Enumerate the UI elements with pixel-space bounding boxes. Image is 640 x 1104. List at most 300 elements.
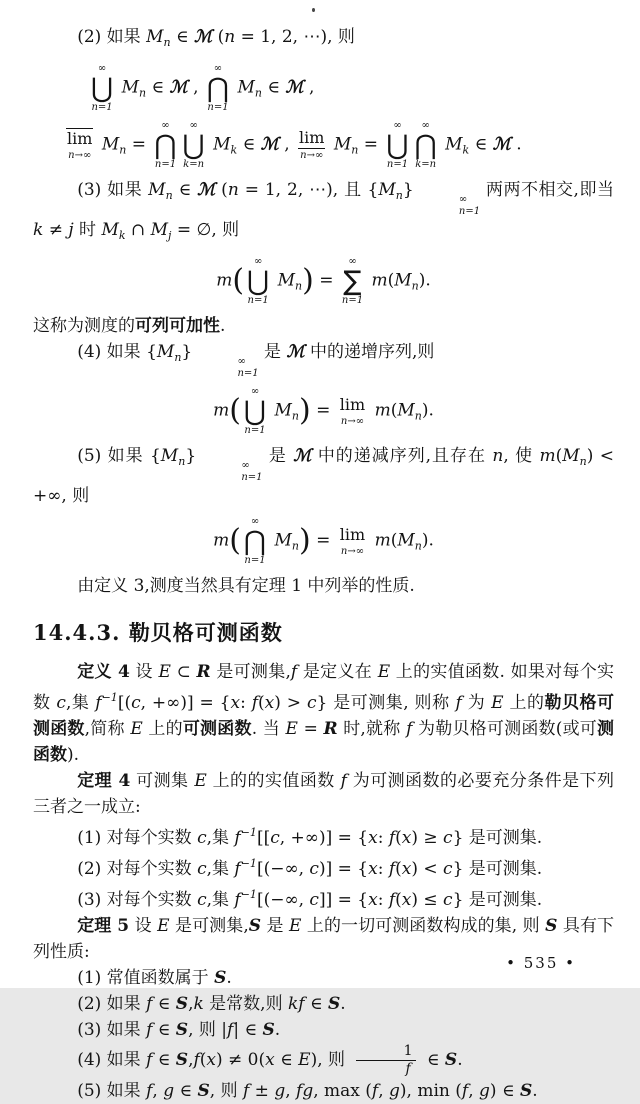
text-run: ℳ <box>286 342 305 362</box>
text-run: f <box>340 771 347 791</box>
text-run: [(−∞, <box>256 859 310 879</box>
text-run: M <box>562 446 580 466</box>
text-run: E <box>194 771 207 791</box>
text-run: 定理 4 <box>77 771 131 791</box>
operator-upper-limit: ∞ <box>189 120 198 131</box>
text-run: ) ≤ <box>411 890 444 910</box>
text-run: , <box>303 77 315 98</box>
text-run: = 1, 2, ⋯), 且 { <box>238 180 379 200</box>
text-run: m <box>216 270 233 291</box>
text-run: , <box>152 1080 164 1101</box>
text-run: . <box>510 134 522 155</box>
text-run: ) < +∞, 则 <box>33 446 614 506</box>
big-operator <box>415 120 437 170</box>
text-run: = 1, 2, ⋯), 则 <box>235 27 355 47</box>
text-run: 是 <box>262 446 294 466</box>
text-run: ) > <box>274 693 307 713</box>
text-run: 两两不相交,即当 <box>480 180 614 200</box>
text-run: k <box>230 143 238 157</box>
operator-lower-limit: n=1 <box>341 294 364 306</box>
lim-base: lim <box>299 128 325 148</box>
operator-symbol: ⋂ <box>154 129 177 161</box>
text-run: : <box>377 890 389 910</box>
paragraph <box>33 659 614 768</box>
text-run: j <box>168 229 172 242</box>
text-run: ) ∈ <box>489 1080 520 1101</box>
text-run: ), min ( <box>399 1080 462 1101</box>
text-run: c <box>306 693 317 713</box>
text-run: c <box>309 859 319 879</box>
text-run: S <box>175 1020 189 1040</box>
text-run: : <box>240 693 252 713</box>
text-run: m <box>213 530 230 551</box>
text-run: f <box>146 1080 153 1101</box>
paragraph <box>33 24 614 56</box>
text-run: , max ( <box>313 1080 372 1101</box>
text-run: , <box>187 77 204 98</box>
paragraph <box>33 768 614 820</box>
text-run: 定理 5 <box>77 916 130 936</box>
text-run: (4) 如果 <box>77 1049 147 1070</box>
operator-symbol: ⋂ <box>206 72 230 104</box>
text-run: ∈ <box>304 994 328 1014</box>
text-run: m <box>374 400 391 421</box>
text-run: f <box>406 719 413 739</box>
operator-lower-limit: n=1 <box>247 294 269 306</box>
text-run: = <box>358 134 384 155</box>
text-run: 是可测集, <box>210 662 291 682</box>
text-run: ≠ <box>43 220 69 240</box>
text-run: ( <box>395 828 402 848</box>
text-run: x <box>265 1049 275 1070</box>
text-run: c <box>197 890 207 910</box>
text-run: , <box>285 1080 297 1101</box>
paragraph <box>33 1043 614 1078</box>
text-run: f <box>95 693 102 713</box>
text-run: , <box>188 1049 194 1070</box>
text-run: ( <box>212 27 225 47</box>
text-run: E <box>298 1049 311 1070</box>
text-run: n <box>119 143 127 157</box>
lim-base: lim <box>339 524 366 544</box>
text-run: g <box>479 1080 490 1101</box>
text-run: f <box>371 1080 379 1101</box>
operator-symbol: ⋃ <box>91 72 114 104</box>
text-run: ) < <box>411 859 444 879</box>
text-run: . <box>457 1049 463 1070</box>
lim-base: lim <box>67 129 93 149</box>
limit-subscript: n→∞ <box>340 415 365 427</box>
text-run: E <box>491 693 504 713</box>
stack-subscript: n=1 <box>237 367 259 379</box>
limit-operator <box>298 128 325 162</box>
text-run: E <box>377 662 391 682</box>
display-formula <box>33 256 614 306</box>
text-run: g <box>274 1080 286 1101</box>
text-run: } <box>185 446 197 466</box>
text-run: ℳ <box>260 134 279 155</box>
text-run: f <box>455 693 462 713</box>
text-run: ( <box>215 180 228 200</box>
text-run: 时 <box>73 220 102 240</box>
text-run: 14.4.3. 勒贝格可测函数 <box>33 620 283 645</box>
text-run: −1 <box>240 857 257 870</box>
text-run: ,集 <box>206 828 235 848</box>
text-run: ∈ <box>152 1049 176 1070</box>
paragraph <box>33 443 614 509</box>
text-run: M <box>274 400 292 421</box>
text-run: n <box>395 189 403 202</box>
text-run: ,集 <box>206 859 235 879</box>
text-run: x <box>230 693 241 713</box>
text-run: R <box>323 719 338 739</box>
text-run: ( <box>199 1049 207 1070</box>
text-run: M <box>394 270 412 291</box>
text-run: = <box>126 134 152 155</box>
text-run: S <box>248 916 261 936</box>
text-run: f <box>146 1020 153 1040</box>
text-run: x <box>368 890 378 910</box>
text-run: ℳ <box>285 77 304 98</box>
big-operator <box>91 63 113 113</box>
scan-artifact-dot <box>312 8 315 12</box>
text-run: 为 <box>461 693 492 713</box>
text-run: f <box>227 1020 234 1040</box>
text-run: } <box>402 180 414 200</box>
text-run: | ∈ <box>233 1020 263 1040</box>
text-run: ∈ <box>237 134 261 155</box>
text-run: x <box>401 890 412 910</box>
text-run: 上的 <box>142 719 183 739</box>
paragraph <box>33 851 614 882</box>
text-run: M <box>146 27 164 47</box>
text-run: n <box>291 409 299 423</box>
text-run: E <box>289 916 302 936</box>
text-run: f <box>242 1080 250 1101</box>
text-run: ℳ <box>197 180 216 200</box>
text-run: S <box>545 916 558 936</box>
text-run: 中的递减序列,且存在 <box>311 446 493 466</box>
text-run: M <box>274 530 292 551</box>
operator-lower-limit: n=1 <box>91 101 113 113</box>
text-run: 为勒贝格可测函数(或可 <box>412 719 598 739</box>
paragraph <box>33 820 614 851</box>
text-run: M <box>277 270 296 291</box>
text-run: )] = { <box>318 859 369 879</box>
big-operator <box>244 516 266 566</box>
text-run: f <box>251 693 259 713</box>
text-run: 测函数 <box>33 719 615 765</box>
text-run: = <box>310 400 336 421</box>
text-run: . 当 <box>251 719 286 739</box>
text-run: ,简称 <box>84 719 131 739</box>
text-run: ( <box>395 890 402 910</box>
text-run: n <box>492 446 504 466</box>
text-run: x <box>401 828 412 848</box>
text-run: c <box>56 693 66 713</box>
operator-lower-limit: n=1 <box>244 554 266 566</box>
text-run: R <box>196 662 211 682</box>
operator-upper-limit: ∞ <box>213 63 223 74</box>
text-run: S <box>214 968 227 988</box>
text-run: ∈ <box>152 1020 176 1040</box>
text-run: ( <box>390 530 398 551</box>
text-run: n <box>163 36 171 49</box>
text-run: k <box>193 994 204 1014</box>
text-run: , 使 <box>503 446 540 466</box>
operator-symbol: ⋃ <box>247 265 270 297</box>
operator-upper-limit: ∞ <box>393 120 402 131</box>
text-run: c <box>443 828 453 848</box>
text-run: M <box>148 180 166 200</box>
text-run: m <box>374 530 391 551</box>
paragraph <box>33 573 614 599</box>
text-run: f <box>388 859 396 879</box>
text-run: f <box>290 662 298 682</box>
text-run: m <box>213 400 230 421</box>
text-run: n <box>295 279 303 293</box>
text-run: ∈ <box>152 994 176 1014</box>
text-run: (1) 常值函数属于 <box>77 968 215 988</box>
text-run: } 是可测集, 则称 <box>316 693 456 713</box>
sub-sup-stack <box>193 356 258 379</box>
text-run: [(−∞, <box>256 890 310 910</box>
text-run: 可测集 <box>130 771 195 791</box>
text-run: m <box>371 270 388 291</box>
text-run: S <box>197 1080 210 1101</box>
text-run: . <box>226 968 232 988</box>
paragraph <box>33 177 614 249</box>
limit-operator <box>339 525 366 558</box>
text-run: S <box>444 1049 458 1070</box>
text-run: c <box>443 859 453 879</box>
text-run: x <box>401 859 412 879</box>
text-run: S <box>328 994 341 1014</box>
limit-subscript: n→∞ <box>300 150 324 162</box>
text-run: n <box>291 539 299 553</box>
text-run: 设 <box>129 662 159 682</box>
big-operator <box>183 120 205 170</box>
text-run: ( <box>395 859 402 879</box>
text-run: n <box>224 27 236 47</box>
stack-superscript: ∞ <box>237 356 246 367</box>
text-run: 是 <box>261 916 290 936</box>
text-run: M <box>156 342 175 362</box>
text-run: 是 <box>258 342 287 362</box>
sub-sup-stack <box>197 460 262 483</box>
text-run: c <box>270 828 280 848</box>
text-run: ( <box>232 263 245 298</box>
text-run: 是常数,则 <box>203 994 288 1014</box>
text-run: 可测函数 <box>182 719 252 739</box>
operator-lower-limit: n=1 <box>386 158 409 170</box>
text-run: ( <box>229 393 241 428</box>
text-run: ). <box>421 530 434 551</box>
text-run: f <box>234 828 241 848</box>
text-run: m <box>539 446 556 466</box>
text-run: M <box>121 77 139 98</box>
text-run: ℳ <box>293 446 312 466</box>
text-run: . <box>220 316 226 336</box>
text-run: f <box>193 1049 200 1070</box>
text-run: k <box>33 220 44 240</box>
text-run: c <box>443 890 453 910</box>
text-run: = <box>310 530 336 551</box>
text-run: M <box>101 220 119 240</box>
text-run: , +∞)] = { <box>279 828 369 848</box>
text-run: n <box>227 180 239 200</box>
text-run: , <box>468 1080 480 1101</box>
text-run: E <box>130 719 143 739</box>
limit-operator <box>66 128 93 162</box>
text-run: . <box>274 1020 281 1040</box>
text-run: M <box>213 134 231 155</box>
text-run: E <box>158 662 171 682</box>
text-run: n <box>414 539 422 553</box>
paragraph <box>33 1017 614 1043</box>
text-run: } 是可测集. <box>452 890 543 910</box>
operator-symbol: ⋃ <box>243 395 267 427</box>
text-run: , <box>188 994 194 1014</box>
text-run: c <box>309 890 319 910</box>
text-run: S <box>175 994 189 1014</box>
text-run: } <box>181 342 193 362</box>
page-number: • 535 • <box>506 954 576 972</box>
text-run: M <box>150 220 169 240</box>
display-formula <box>33 516 614 566</box>
text-run: 是定义在 <box>297 662 378 682</box>
text-run: [( <box>117 693 132 713</box>
text-run: ∈ <box>174 1080 198 1101</box>
text-run: ) <box>299 393 311 428</box>
text-run: 由定义 3,测度当然具有定理 1 中列举的性质. <box>77 576 415 596</box>
text-run: (2) 如果 <box>77 994 147 1014</box>
text-run: 为可测函数的必要充分条件是下列三者之一成立: <box>33 771 615 817</box>
text-run: n <box>414 409 422 423</box>
text-run: ∈ <box>421 1049 445 1070</box>
text-run: = <box>313 270 339 291</box>
text-run: S <box>519 1080 533 1101</box>
text-run: 这称为测度的 <box>33 316 135 336</box>
text-run: . <box>532 1080 538 1101</box>
paragraph <box>33 313 614 339</box>
text-run: f <box>234 859 241 879</box>
text-run: (3) 如果 <box>77 1020 147 1040</box>
text-run: f <box>388 828 396 848</box>
text-run: = ∅, 则 <box>171 220 240 240</box>
big-operator <box>342 256 363 306</box>
operator-symbol: ⋂ <box>243 525 267 557</box>
text-run: ± <box>249 1080 275 1101</box>
text-run: 时,就称 <box>337 719 407 739</box>
text-run: c <box>197 828 207 848</box>
text-run: f <box>388 890 396 910</box>
text-run: , +∞)] = { <box>140 693 231 713</box>
text-run: −1 <box>240 826 257 839</box>
text-run: ∈ <box>170 27 194 47</box>
text-run: n <box>411 279 419 293</box>
text-run: n <box>165 189 173 202</box>
text-run: ∩ <box>125 220 151 240</box>
text-run: (5) 如果 <box>77 1080 147 1101</box>
big-operator <box>207 63 229 113</box>
text-run: , 则 <box>209 1080 243 1101</box>
text-run: . <box>340 994 346 1014</box>
text-run: ). <box>418 270 431 291</box>
operator-upper-limit: ∞ <box>250 516 260 527</box>
text-run: M <box>378 180 396 200</box>
text-run: ,集 <box>206 890 235 910</box>
text-run: n <box>138 86 147 100</box>
text-run: c <box>197 859 207 879</box>
big-operator <box>247 256 269 306</box>
text-run: ). <box>67 745 80 765</box>
sub-sup-stack <box>415 194 480 217</box>
text-run: 设 <box>129 916 158 936</box>
text-run: 可列可加性 <box>135 316 220 336</box>
operator-lower-limit: n=1 <box>207 101 229 113</box>
text-run: fg <box>296 1080 314 1101</box>
text-run: −1 <box>240 888 257 901</box>
display-formula <box>33 386 614 436</box>
text-run: 是可测集, <box>169 916 249 936</box>
text-run: x <box>368 859 378 879</box>
text-run: ) ≥ <box>411 828 444 848</box>
stack-subscript: n=1 <box>241 471 263 483</box>
lim-base: lim <box>339 394 366 414</box>
operator-lower-limit: n=1 <box>154 158 177 170</box>
text-run: ∈ <box>172 180 198 200</box>
denominator: f <box>356 1060 415 1078</box>
text-run: ℳ <box>169 77 188 98</box>
text-run: 勒贝格可测函数 <box>33 693 615 739</box>
text-run: ∈ <box>261 77 286 98</box>
text-run: (3) 如果 <box>77 180 149 200</box>
text-run: ∈ <box>274 1049 299 1070</box>
text-run: kf <box>288 994 305 1014</box>
text-run: 上的的实值函数 <box>206 771 341 791</box>
text-run: = <box>297 719 324 739</box>
text-run: ℳ <box>492 134 511 155</box>
fraction <box>354 1043 417 1078</box>
text-run: n <box>174 351 182 364</box>
text-run: g <box>389 1080 400 1101</box>
stack-superscript: ∞ <box>241 460 250 471</box>
text-run: j <box>68 220 74 240</box>
text-run: c <box>131 693 141 713</box>
operator-lower-limit: k=n <box>415 158 437 170</box>
text-run: [[ <box>256 828 271 848</box>
text-run: −1 <box>101 691 118 704</box>
text-run: ( <box>555 446 563 466</box>
text-run: , <box>378 1080 390 1101</box>
text-run: n <box>254 86 262 100</box>
text-run: (3) 对每个实数 <box>77 890 198 910</box>
operator-upper-limit: ∞ <box>253 256 263 267</box>
text-run: M <box>397 530 415 551</box>
text-run: ( <box>258 693 265 713</box>
text-run: M <box>237 77 255 98</box>
text-run: M <box>333 134 352 155</box>
text-run: ( <box>229 523 241 558</box>
text-run: n <box>178 455 186 468</box>
text-run: ). <box>421 400 434 421</box>
text-run: } 是可测集. <box>452 828 543 848</box>
operator-symbol: ∑ <box>343 265 362 297</box>
text-run: k <box>462 143 470 157</box>
text-run: f <box>146 994 153 1014</box>
text-run: S <box>262 1020 275 1040</box>
